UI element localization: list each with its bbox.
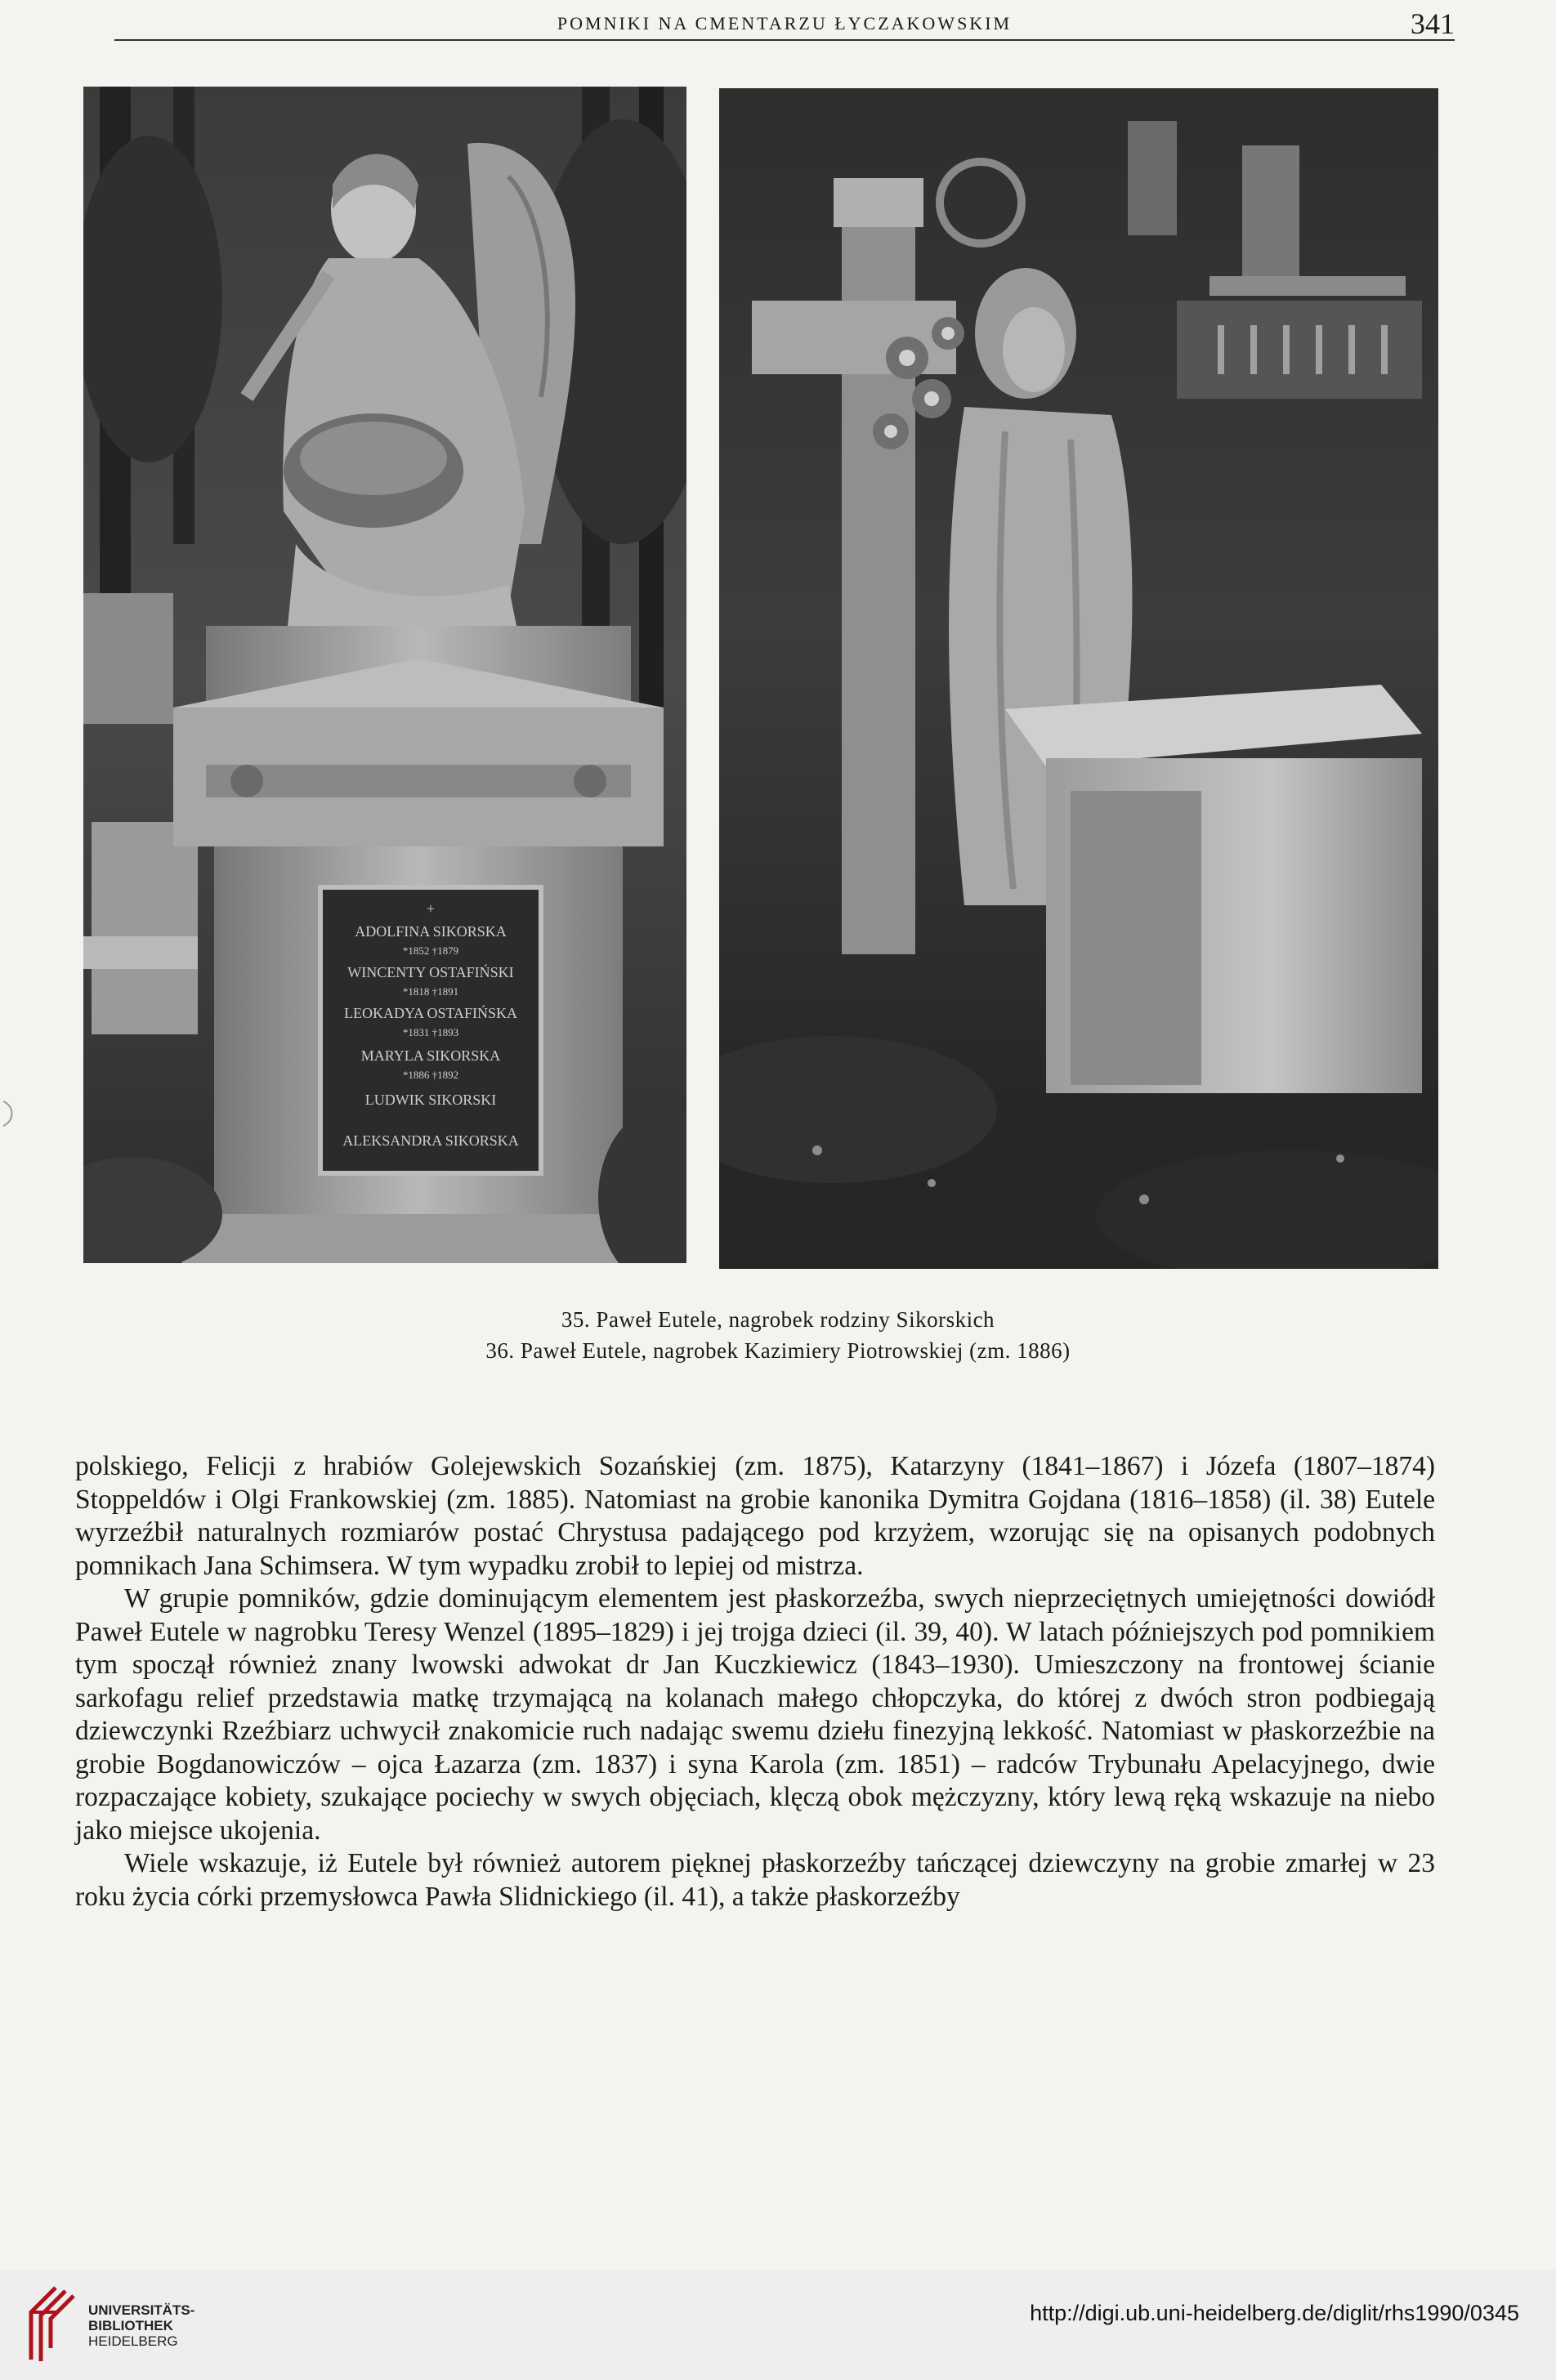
- page-number: 341: [1411, 7, 1455, 40]
- paragraph-1: polskiego, Felicji z hrabiów Golejewskich Sozańskiej (zm. 1875), Katarzyny (1841–1867) i Józefa (1807–1874) Stoppeldów i Olgi Frankowskiej (zm. 1885). Natomiast na grobie kanonika Dymitra Gojdana (1816–1858) (il. 38) Eutele wyrzeźbił naturalnych rozmiarów postać Chrystusa padającego pod krzyżem, wzorując się na opisanych podobnych pomnikach Jana Schimsera. W tym wypadku zrobił to lepiej od mistrza.: [75, 1451, 1435, 1581]
- source-url-link[interactable]: http://digi.ub.uni-heidelberg.de/diglit/rhs1990/0345: [1030, 2301, 1519, 2325]
- photo-piotrowska-tombstone-image: [719, 88, 1438, 1269]
- figure-caption-35: 35. Paweł Eutele, nagrobek rodziny Sikorskich: [561, 1307, 995, 1332]
- svg-text:MARYLA SIKORSKA: MARYLA SIKORSKA: [360, 1047, 501, 1064]
- figure-caption-36: 36. Paweł Eutele, nagrobek Kazimiery Piotrowskiej (zm. 1886): [485, 1338, 1071, 1363]
- svg-text:*1818 †1891: *1818 †1891: [402, 985, 459, 998]
- svg-text:ADOLFINA SIKORSKA: ADOLFINA SIKORSKA: [355, 923, 507, 940]
- svg-text:ALEKSANDRA SIKORSKA: ALEKSANDRA SIKORSKA: [342, 1132, 519, 1149]
- body-text: [75, 1450, 1435, 1913]
- margin-pencil-mark: [0, 1098, 18, 1129]
- running-header: [114, 7, 1455, 41]
- svg-text:*1852 †1879: *1852 †1879: [402, 944, 459, 957]
- svg-text:LEOKADYA OSTAFIŃSKA: LEOKADYA OSTAFIŃSKA: [343, 1005, 518, 1021]
- library-name-line-1: UNIVERSITÄTS-: [88, 2302, 195, 2318]
- paragraph-3: Wiele wskazuje, iż Eutele był również autorem pięknej płaskorzeźby tańczącej dziewczyny na grobie zmarłej w 23 roku życia córki przemysłowca Pawła Slidnickiego (il. 41), a także płaskorzeźby: [75, 1848, 1435, 1912]
- library-name-line-3: HEIDELBERG: [88, 2333, 178, 2349]
- svg-text:+: +: [426, 900, 436, 917]
- svg-text:LUDWIK SIKORSKI: LUDWIK SIKORSKI: [364, 1092, 497, 1108]
- library-name-line-2: BIBLIOTHEK: [88, 2318, 173, 2333]
- photo-piotrowska-tombstone: [719, 88, 1438, 1269]
- running-title: POMNIKI NA CMENTARZU ŁYCZAKOWSKIM: [557, 13, 1013, 33]
- university-library-logo-icon: [23, 2283, 77, 2364]
- svg-text:WINCENTY OSTAFIŃSKI: WINCENTY OSTAFIŃSKI: [347, 964, 514, 980]
- library-name: [88, 2302, 194, 2349]
- digital-library-footer: [0, 2270, 1556, 2380]
- svg-text:*1886 †1892: *1886 †1892: [402, 1069, 459, 1081]
- photo-sikorski-tombstone-image: [83, 87, 686, 1263]
- svg-text:*1831 †1893: *1831 †1893: [402, 1026, 459, 1038]
- photo-sikorski-tombstone: [83, 87, 686, 1263]
- paragraph-2: W grupie pomników, gdzie dominującym elementem jest płaskorzeźba, swych nieprzeciętnych umiejętności dowiódł Paweł Eutele w nagrobku Teresy Wenzel (1895–1829) i jej trojga dzieci (il. 39, 40). W latach późniejszych pod pomnikiem tym spoczął również znany lwowski adwokat dr Jan Kuczkiewicz (1843–1930). Umieszczony na frontowej ścianie sarkofagu relief przedstawia matkę trzymającą na kolanach małego chłopczyka, do której z dwóch stron podbiegają dziewczynki Rzeźbiarz uchwycił znakomicie ruch nadając swemu dziełu finezyjną lekkość. Natomiast w płaskorzeźbie na grobie Bogdanowiczów – ojca Łazarza (zm. 1837) i syna Karola (zm. 1851) – radców Trybunału Apelacyjnego, dwie rozpaczające kobiety, szukające pociechy w swych objęciach, klęczą obok mężczyzny, który lewą ręką wskazuje na niebo jako miejsce ukojenia.: [75, 1583, 1435, 1846]
